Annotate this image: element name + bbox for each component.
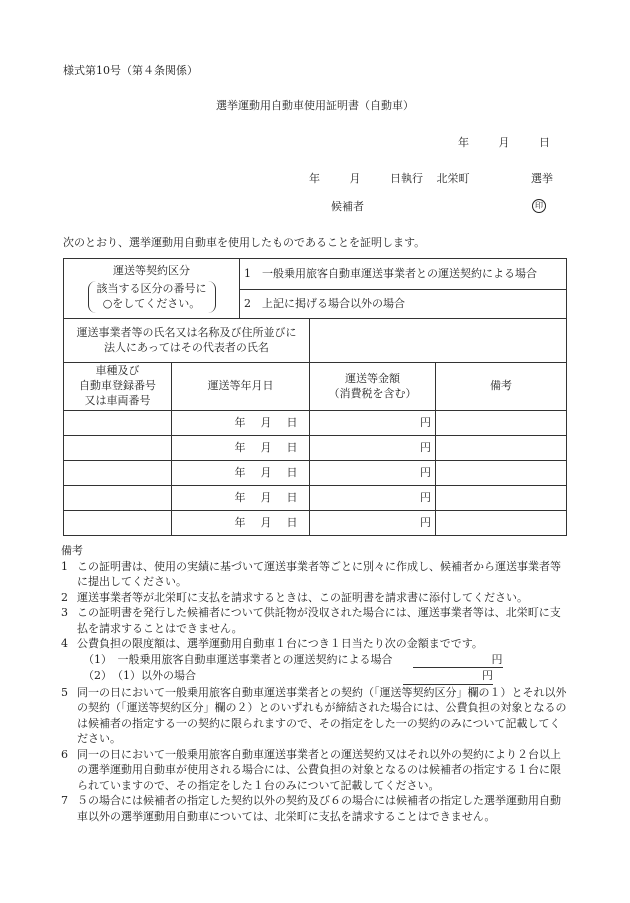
date-column-header: 運送等年月日 bbox=[172, 363, 310, 411]
exec-day-label: 日執行 bbox=[390, 172, 423, 185]
table-row bbox=[64, 461, 567, 486]
table-row bbox=[64, 511, 567, 536]
remarks-cell[interactable] bbox=[436, 486, 567, 511]
date-cell[interactable]: 年 月 日 bbox=[172, 511, 310, 536]
limit-row-taxi: （1） 一般乗用旅客自動車運送事業者との運送契約による場合 円 bbox=[61, 652, 571, 669]
year-label: 年 bbox=[458, 136, 469, 149]
amount-cell[interactable]: 円 bbox=[310, 461, 436, 486]
vehicle-cell[interactable] bbox=[64, 411, 172, 436]
election-label: 選挙 bbox=[531, 172, 553, 185]
note-item: 3 この証明書を発行した候補者について供託物が没収された場合には、運送事業者等は、北栄町に支払を請求することはできません。 bbox=[61, 606, 561, 635]
table-row bbox=[64, 486, 567, 511]
exec-year-label: 年 bbox=[309, 172, 320, 185]
note-item: 4 公費負担の限度額は、選挙運動用自動車１台につき１日当たり次の金額までです。 bbox=[61, 637, 483, 650]
limit-row-other: （2） （1）以外の場合 円 bbox=[61, 668, 571, 685]
remarks-column-header: 備考 bbox=[436, 363, 567, 411]
limit-amount-other[interactable]: 円 bbox=[403, 668, 493, 685]
note-item: 2 運送事業者等が北栄町に支払を請求するときは、この証明書を請求書に添付してください。 bbox=[61, 590, 528, 604]
form-number: 様式第10号（第４条関係） bbox=[63, 64, 198, 77]
notes-heading: 備考 bbox=[61, 544, 83, 557]
vehicle-cell[interactable] bbox=[64, 436, 172, 461]
remarks-cell[interactable] bbox=[436, 436, 567, 461]
note-item: 7 ５の場合には候補者の指定した契約以外の契約及び６の場合には候補者の指定した選挙運動用自動車以外の選挙運動用自動車については、北栄町に支払を請求することはできません。 bbox=[61, 794, 561, 823]
remarks-cell[interactable] bbox=[436, 461, 567, 486]
vehicle-cell[interactable] bbox=[64, 511, 172, 536]
month-label: 月 bbox=[498, 136, 510, 149]
table-row bbox=[64, 436, 567, 461]
town-name: 北栄町 bbox=[436, 172, 470, 185]
vehicle-column-header: 車種及び 自動車登録番号 又は車両番号 bbox=[64, 363, 172, 411]
note-item: 6 同一の日において一般乗用旅客自動車運送事業者との運送契約又はそれ以外の契約により２台以上の選挙運動用自動車が使用される場合には、公費負担の対象となるのは候補者の指定する１台に限られていますので、その指定をした１台のみについて記載してください。 bbox=[61, 747, 561, 792]
amount-cell[interactable]: 円 bbox=[310, 511, 436, 536]
date-cell[interactable]: 年 月 日 bbox=[172, 411, 310, 436]
notes-section bbox=[61, 543, 571, 824]
election-execution bbox=[309, 172, 470, 187]
candidate-label: 候補者 bbox=[331, 200, 364, 213]
date-cell[interactable]: 年 月 日 bbox=[172, 461, 310, 486]
contract-option-2[interactable]: 2 上記に掲げる場合以外の場合 bbox=[240, 290, 567, 319]
vehicle-cell[interactable] bbox=[64, 486, 172, 511]
date-cell[interactable]: 年 月 日 bbox=[172, 486, 310, 511]
intro-text: 次のとおり、選挙運動用自動車を使用したものであることを証明します。 bbox=[63, 236, 426, 249]
vehicle-cell[interactable] bbox=[64, 461, 172, 486]
contract-category-instruction: 該当する区分の番号に ○をしてください。 bbox=[88, 281, 216, 313]
contract-option-1[interactable]: 1 一般乗用旅客自動車運送事業者との運送契約による場合 bbox=[240, 259, 567, 290]
issue-date bbox=[436, 136, 550, 151]
remarks-cell[interactable] bbox=[436, 511, 567, 536]
document-title: 選挙運動用自動車使用証明書（自動車） bbox=[216, 99, 414, 112]
exec-month-label: 月 bbox=[349, 172, 361, 185]
remarks-cell[interactable] bbox=[436, 411, 567, 436]
note-item: 5 同一の日において一般乗用旅客自動車運送事業者との契約（「運送等契約区分」欄の１）とそれ以外の契約（「運送等契約区分」欄の２）とのいずれもが締結された場合には、公費負担の対象となるのは候補者の指定する一の契約に限られますので、その指定をした一の契約のみについて記載してください。 bbox=[61, 685, 567, 745]
note-item: 1 この証明書は、使用の実績に基づいて運送事業者等ごとに別々に作成し、候補者から運送事業者等に提出してください。 bbox=[61, 559, 561, 588]
amount-cell[interactable]: 円 bbox=[310, 486, 436, 511]
amount-cell[interactable]: 円 bbox=[310, 411, 436, 436]
date-cell[interactable]: 年 月 日 bbox=[172, 436, 310, 461]
business-name-label: 運送事業者等の氏名又は名称及び住所並びに 法人にあってはその代表者の氏名 bbox=[64, 319, 310, 363]
amount-column-header: 運送等金額 （消費税を含む） bbox=[310, 363, 436, 411]
business-name-field[interactable] bbox=[310, 319, 567, 363]
seal-icon: 印 bbox=[532, 199, 546, 213]
day-label: 日 bbox=[539, 136, 550, 149]
limit-amount-taxi[interactable]: 円 bbox=[413, 652, 503, 669]
table-row bbox=[64, 411, 567, 436]
certificate-table bbox=[63, 258, 567, 536]
contract-category-label: 運送等契約区分 該当する区分の番号に ○をしてください。 bbox=[64, 259, 240, 319]
amount-cell[interactable]: 円 bbox=[310, 436, 436, 461]
